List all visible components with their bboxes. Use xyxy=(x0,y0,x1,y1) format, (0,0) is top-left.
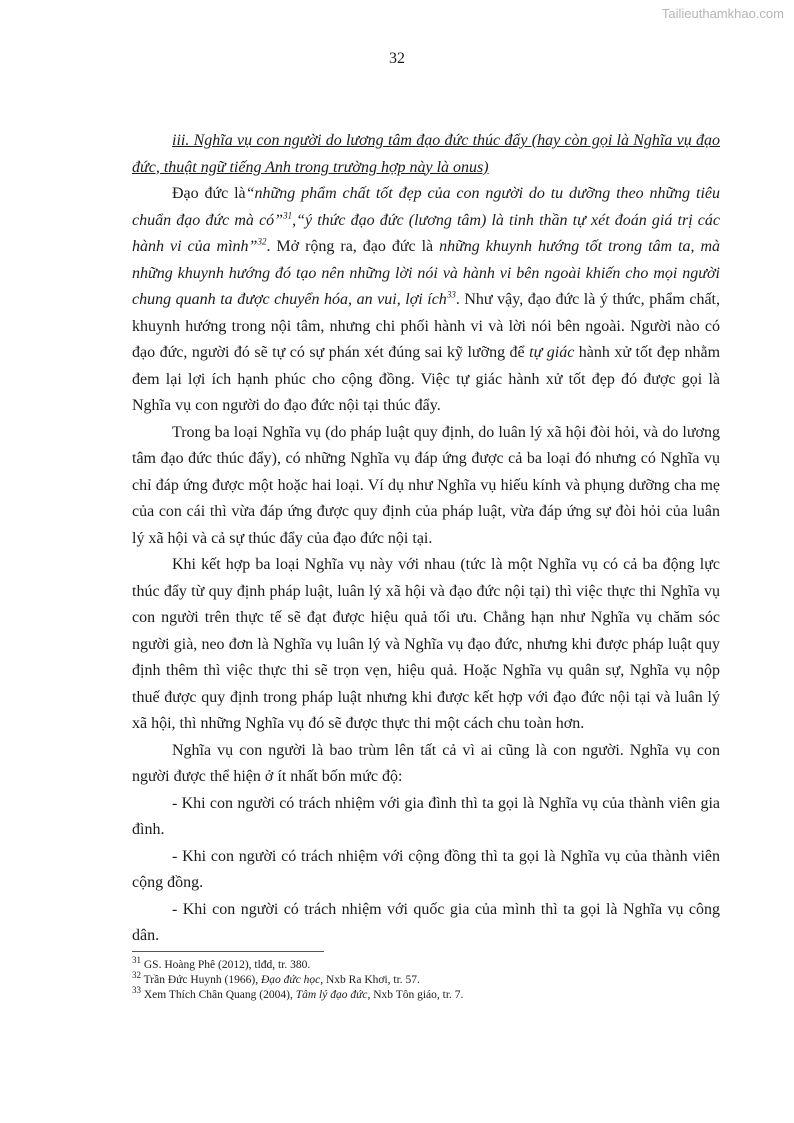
p1-emphasis: những khuynh hướng tốt trong tâm ta, mà những khuynh hướng đó tạo nên những lời nói và hành vi bên ngoài khiến cho mọi người chung quanh ta được chuyển hóa, an vui, lợi ích xyxy=(132,238,720,308)
footnote-32: $^{32}$ Trần Đức Huynh (1966), Đạo đức học, Nxb Ra Khơi, tr. 57. xyxy=(132,970,420,986)
list-item: - Khi con người có trách nhiệm với quốc gia của mình thì ta gọi là Nghĩa vụ công dân. xyxy=(132,900,720,944)
p1-text-h: hành xử tốt đẹp nhằm đem lại lợi ích hạnh phúc cho cộng đồng. Việc tự giác hành xử tốt đẹp đó được gọi là Nghĩa vụ con người do đạo đức nội tại thúc đẩy. xyxy=(132,344,721,414)
paragraph-4: Nghĩa vụ con người là bao trùm lên tất cả vì ai cũng là con người. Nghĩa vụ con người được thể hiện ở ít nhất bốn mức độ: xyxy=(132,741,720,785)
footnote-33: $^{33}$ Xem Thích Chân Quang (2004), Tâm lý đạo đức, Nxb Tôn giáo, tr. 7. xyxy=(132,985,464,1001)
watermark: Tailieuthamkhao.com xyxy=(661,6,784,21)
footnotes xyxy=(132,951,720,1003)
p1-quote-1: “những phẩm chất tốt đẹp của con người do tu dưỡng theo những tiêu chuẩn đạo đức mà có” xyxy=(132,185,721,229)
p1-tu-giac: tự giác xyxy=(529,344,575,361)
section-heading: iii. Nghĩa vụ con người do lương tâm đạo đức thúc đẩy (hay còn gọi là Nghĩa vụ đạo đức, thuật ngữ tiếng Anh trong trường hợp này là onus) xyxy=(132,132,720,176)
footnote-31: $^{31}$ GS. Hoàng Phê (2012), tlđd, tr. 380. xyxy=(132,955,311,971)
p1-quote-2: ,“ý thức đạo đức (lương tâm) là tinh thần tự xét đoán giá trị các hành vi của mình” xyxy=(132,211,720,255)
page-number: 32 xyxy=(389,50,405,67)
p1-text-a: Đạo đức là xyxy=(172,185,246,202)
footnote-ref-31[interactable]: 31 xyxy=(283,210,293,221)
paragraph-2: Trong ba loại Nghĩa vụ (do pháp luật quy định, do luân lý xã hội đòi hỏi, và do lương tâm đạo đức thúc đẩy), có những Nghĩa vụ đáp ứng được cả ba loại đó nhưng có Nghĩa vụ chỉ đáp ứng được một hoặc hai loại. Ví dụ như Nghĩa vụ hiếu kính và phụng dưỡng cha mẹ của con cái thì vừa đáp ứng được quy định của pháp luật, vừa đáp ứng sự đòi hỏi của luân lý xã hội và cả sự thúc đẩy của đạo đức nội tại. xyxy=(132,423,720,547)
footnote-ref-32[interactable]: 32 xyxy=(257,236,267,247)
paragraph-3: Khi kết hợp ba loại Nghĩa vụ này với nhau (tức là một Nghĩa vụ có cả ba động lực thúc đẩy từ quy định pháp luật, luân lý xã hội và đạo đức nội tại) thì việc thực thi Nghĩa vụ con người trên thực tế sẽ đạt được hiệu quả tối ưu. Chẳng hạn như Nghĩa vụ chăm sóc người già, neo đơn là Nghĩa vụ luân lý và Nghĩa vụ đạo đức, nhưng khi được pháp luật quy định thêm thì việc thực thi sẽ trọn vẹn, hiệu quả. Hoặc Nghĩa vụ quân sự, Nghĩa vụ nộp thuế được quy định trong pháp luật nhưng khi được kết hợp với đạo đức nội tại và luân lý xã hội, thì những Nghĩa vụ đó sẽ được thực thi một cách chu toàn hơn. xyxy=(132,556,720,732)
list-item: - Khi con người có trách nhiệm với gia đình thì ta gọi là Nghĩa vụ của thành viên gia đình. xyxy=(132,794,720,838)
list-item: - Khi con người có trách nhiệm với cộng đồng thì ta gọi là Nghĩa vụ của thành viên cộng đồng. xyxy=(132,847,720,891)
footnote-divider xyxy=(132,951,324,952)
p1-text-d: . Mở rộng ra, đạo đức là xyxy=(266,238,440,255)
page-body xyxy=(132,128,720,950)
paragraph-1 xyxy=(132,181,720,420)
footnote-ref-33[interactable]: 33 xyxy=(446,289,456,300)
p1-text-f: . Như vậy, đạo đức là ý thức, phẩm chất, khuynh hướng trong nội tâm, nhưng chi phối hành vi và lời nói bên ngoài. Người nào có đạo đức, người đó sẽ tự có sự phán xét đúng sai kỹ lưỡng để xyxy=(132,291,720,361)
